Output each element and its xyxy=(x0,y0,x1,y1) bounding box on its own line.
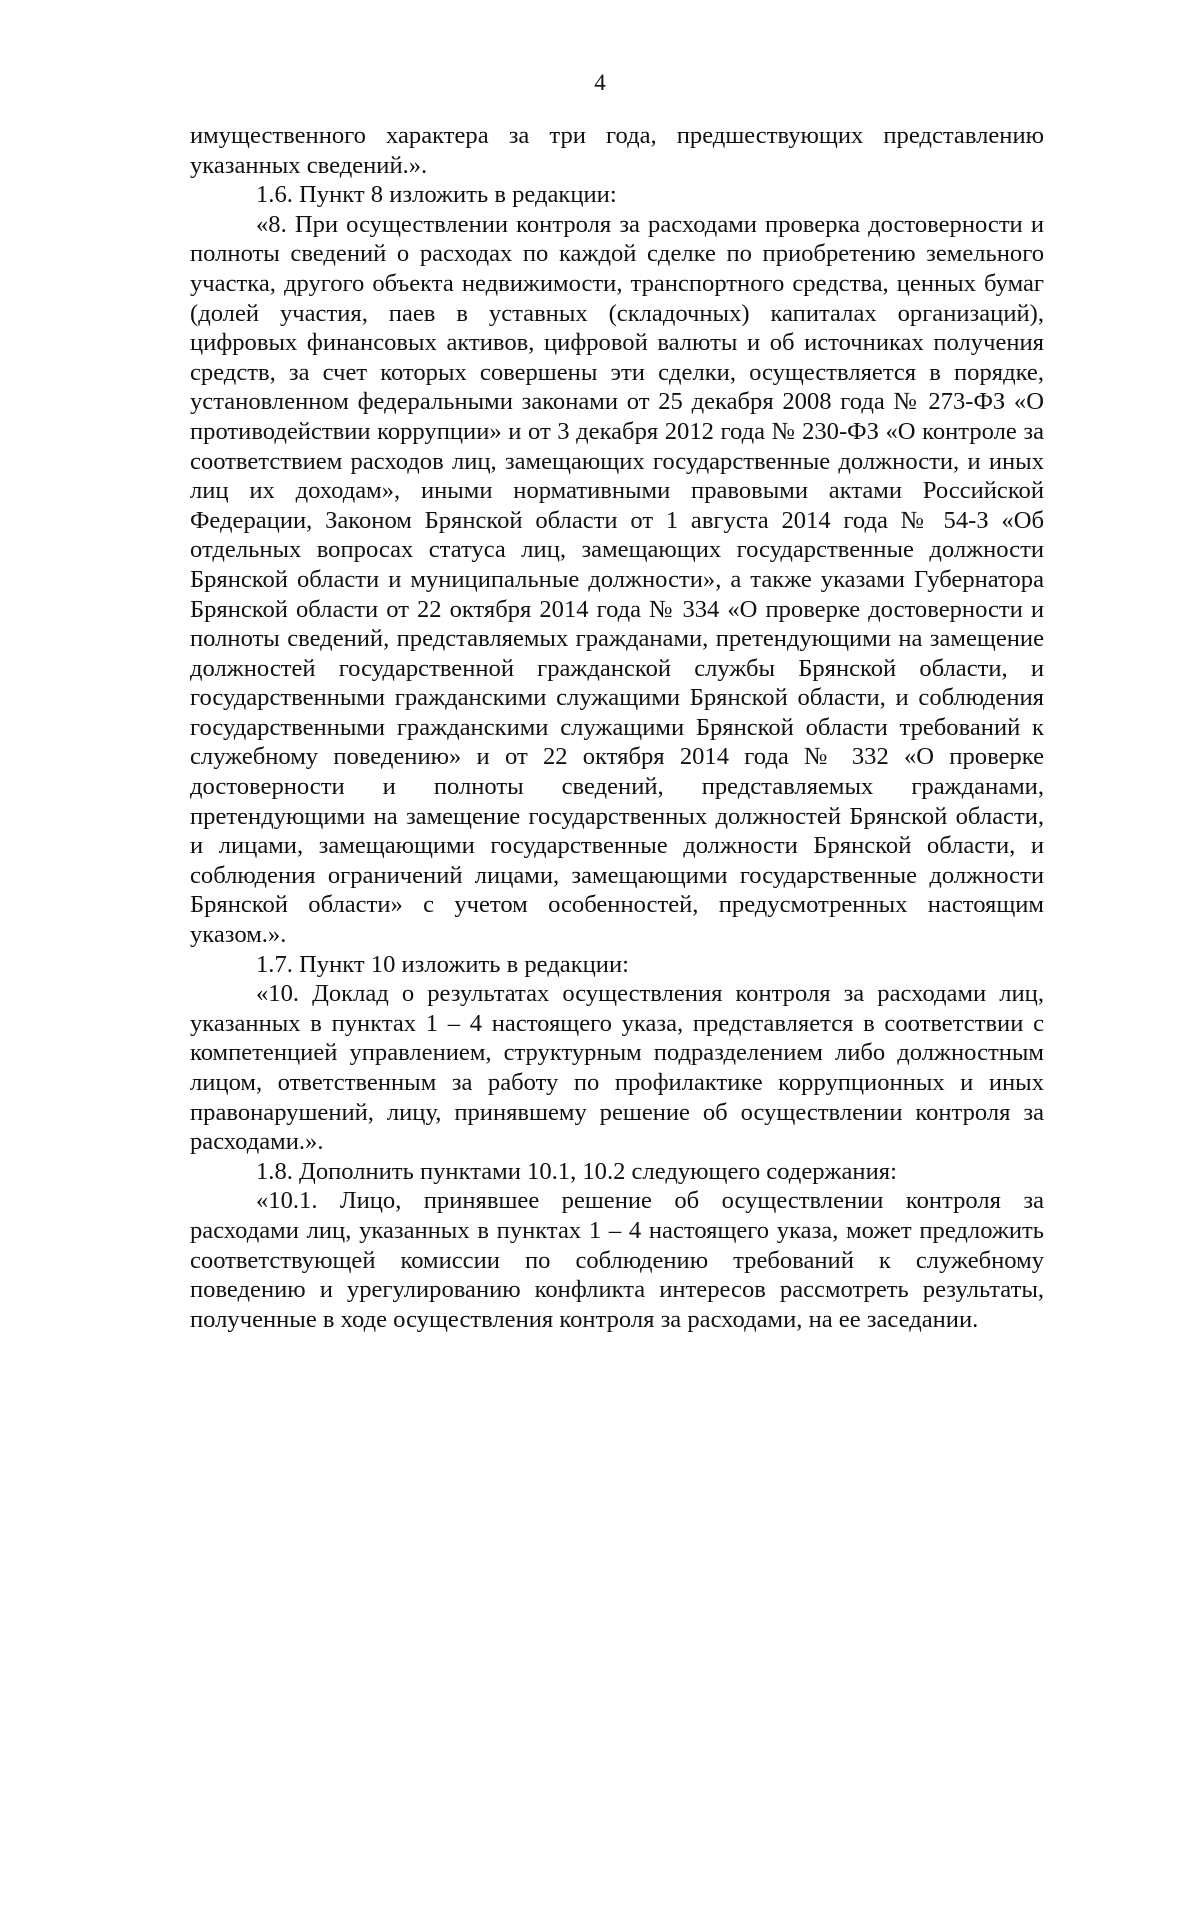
paragraph-item-1-8: 1.8. Дополнить пунктами 10.1, 10.2 следующего содержания: xyxy=(256,1157,897,1185)
paragraph-item-1-7: 1.7. Пункт 10 изложить в редакции: xyxy=(256,950,629,978)
paragraph-point-10: «10. Доклад о результатах осуществления контроля за расходами лиц, указанных в пунктах 1 – 4 настоящего указа, представляется в соответствии с компетенцией управлением, структурным подразделением либо должностным лицом, ответственным за работу по профилактике коррупционных и иных правонарушений, лицу, принявшему решение об осуществлении контроля за расходами.». xyxy=(190,980,1044,1156)
document-body xyxy=(190,121,1044,1334)
paragraph-item-1-6: 1.6. Пункт 8 изложить в редакции: xyxy=(256,181,617,209)
paragraph-point-10-1: «10.1. Лицо, принявшее решение об осуществлении контроля за расходами лиц, указанных в пунктах 1 – 4 настоящего указа, может предложить соответствующей комиссии по соблюдению требований к служебному поведению и урегулированию конфликта интересов рассмотреть результаты, полученные в ходе осуществления контроля за расходами, на ее заседании. xyxy=(190,1187,1044,1333)
paragraph-continuation: имущественного характера за три года, предшествующих представлению указанных сведений.». xyxy=(190,122,1044,179)
paragraph-point-8: «8. При осуществлении контроля за расходами проверка достоверности и полноты сведений о расходах по каждой сделке по приобретению земельного участка, другого объекта недвижимости, транспортного средства, ценных бумаг (долей участия, паев в уставных (складочных) капиталах организаций), цифровых финансовых активов, цифровой валюты и об источниках получения средств, за счет которых совершены эти сделки, осуществляется в порядке, установленном федеральными законами от 25 декабря 2008 года № 273-ФЗ «О противодействии коррупции» и от 3 декабря 2012 года № 230-ФЗ «О контроле за соответствием расходов лиц, замещающих государственные должности, и иных лиц их доходам», иными нормативными правовыми актами Российской Федерации, Законом Брянской области от 1 августа 2014 года № 54-З «Об отдельных вопросах статуса лиц, замещающих государственные должности Брянской области и муниципальные должности», а также указами Губернатора Брянской области от 22 октября 2014 года № 334 «О проверке достоверности и полноты сведений, представляемых гражданами, претендующими на замещение должностей государственной гражданской службы Брянской области, и государственными гражданскими служащими Брянской области, и соблюдения государственными гражданскими служащими Брянской области требований к служебному поведению» и от 22 октября 2014 года № 332 «О проверке достоверности и полноты сведений, представляемых гражданами, претендующими на замещение государственных должностей Брянской области, и лицами, замещающими государственные должности Брянской области, и соблюдения ограничений лицами, замещающими государственные должности Брянской области» с учетом особенностей, предусмотренных настоящим указом.». xyxy=(190,210,1044,949)
page-number: 4 xyxy=(594,70,606,95)
